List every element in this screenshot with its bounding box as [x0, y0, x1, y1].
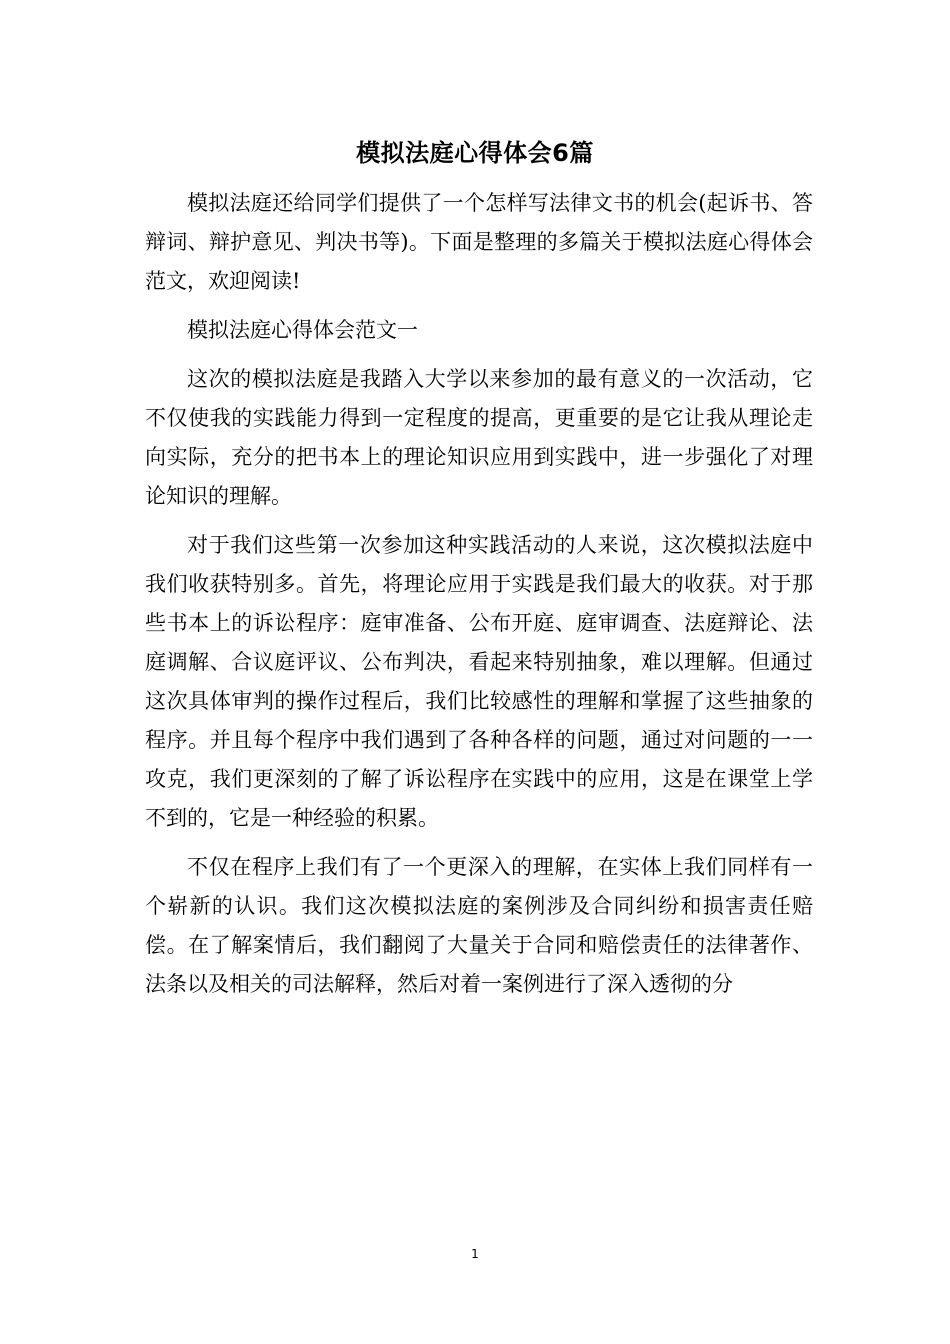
paragraph: 不仅在程序上我们有了一个更深入的理解，在实体上我们同样有一个崭新的认识。我们这次模拟法庭的案例涉及合同纠纷和损害责任赔偿。在了解案情后，我们翻阅了大量关于合同和赔偿责任的法律著作、法条以及相关的司法解释，然后对着一案例进行了深入透彻的分	[145, 855, 813, 996]
document-title: 模拟法庭心得体会6篇	[356, 139, 594, 167]
document-body	[145, 184, 813, 1014]
section-heading: 模拟法庭心得体会范文一	[187, 318, 418, 342]
paragraph: 这次的模拟法庭是我踏入大学以来参加的最有意义的一次活动，它不仅使我的实践能力得到一定程度的提高，更重要的是它让我从理论走向实际，充分的把书本上的理论知识应用到实践中，进一步强化了对理论知识的理解。	[145, 367, 813, 508]
page-number: 1	[471, 1247, 479, 1261]
paragraph-intro: 模拟法庭还给同学们提供了一个怎样写法律文书的机会(起诉书、答辩词、辩护意见、判决书等)。下面是整理的多篇关于模拟法庭心得体会范文，欢迎阅读!	[145, 191, 813, 293]
paragraph: 对于我们这些第一次参加这种实践活动的人来说，这次模拟法庭中我们收获特别多。首先，将理论应用于实践是我们最大的收获。对于那些书本上的诉讼程序：庭审准备、公布开庭、庭审调查、法庭辩论、法庭调解、合议庭评议、公布判决，看起来特别抽象，难以理解。但通过这次具体审判的操作过程后，我们比较感性的理解和掌握了这些抽象的程序。并且每个程序中我们遇到了各种各样的问题，通过对问题的一一攻克，我们更深刻的了解了诉讼程序在实践中的应用，这是在课堂上学不到的，它是一种经验的积累。	[145, 533, 813, 830]
